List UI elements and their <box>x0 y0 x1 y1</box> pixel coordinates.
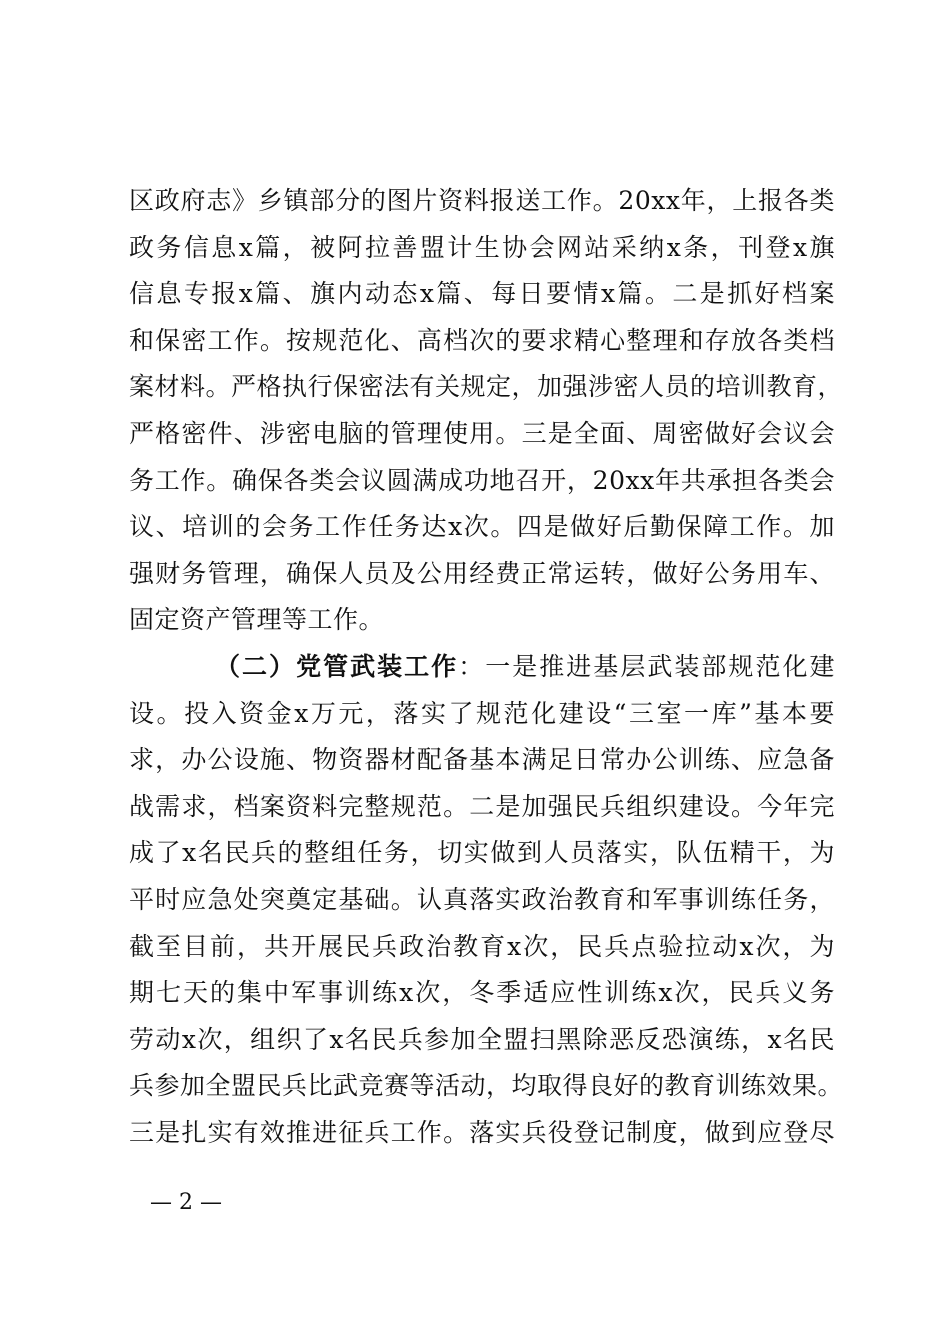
text-line: 求，办公设施、物资器材配备基本满足日常办公训练、应急备 <box>129 745 835 775</box>
text-line: 强财务管理，确保人员及公用经费正常运转，做好公务用车、 <box>129 558 835 588</box>
text-line: 三是扎实有效推进征兵工作。落实兵役登记制度，做到应登尽 <box>129 1117 835 1147</box>
text-line: 议、培训的会务工作任务达x次。四是做好后勤保障工作。加 <box>129 512 835 542</box>
text-line: 截至目前，共开展民兵政治教育x次，民兵点验拉动x次，为 <box>129 931 835 961</box>
paragraph-1 <box>129 178 844 644</box>
text-line: 务工作。确保各类会议圆满成功地召开，20xx年共承担各类会 <box>129 465 835 495</box>
text-line: 信息专报x篇、旗内动态x篇、每日要情x篇。二是抓好档案 <box>129 279 835 309</box>
text-line: 政务信息x篇，被阿拉善盟计生协会网站采纳x条，刊登x旗 <box>129 232 835 262</box>
text-line: 案材料。严格执行保密法有关规定，加强涉密人员的培训教育， <box>129 372 844 402</box>
text-line: 严格密件、涉密电脑的管理使用。三是全面、周密做好会议会 <box>129 418 835 448</box>
page-number: — 2 — <box>150 1190 222 1215</box>
paragraph-2 <box>129 644 844 1157</box>
text-line: 区政府志》乡镇部分的图片资料报送工作。20xx年，上报各类 <box>129 186 835 215</box>
text-line: 平时应急处突奠定基础。认真落实政治教育和军事训练任务， <box>129 884 835 914</box>
section-heading: （二）党管武装工作 <box>215 651 459 681</box>
text-line: 战需求，档案资料完整规范。二是加强民兵组织建设。今年完 <box>129 791 835 821</box>
text-line: 劳动x次，组织了x名民兵参加全盟扫黑除恶反恐演练，x名民 <box>129 1024 835 1054</box>
document-body <box>129 178 844 1156</box>
text-line: 和保密工作。按规范化、高档次的要求精心整理和存放各类档 <box>129 325 835 355</box>
text-line: 设。投入资金x万元，落实了规范化建设“三室一库”基本要 <box>129 698 835 728</box>
paragraph-2-first-line <box>129 644 835 691</box>
text-line: 期七天的集中军事训练x次，冬季适应性训练x次，民兵义务 <box>129 978 835 1008</box>
text-line: 兵参加全盟民兵比武竞赛等活动，均取得良好的教育训练效果。 <box>129 1071 844 1101</box>
text-line: 成了x名民兵的整组任务，切实做到人员落实，队伍精干，为 <box>129 838 835 868</box>
text-run: ：一是推进基层武装部规范化建 <box>458 651 835 681</box>
text-line: 固定资产管理等工作。 <box>129 605 385 635</box>
